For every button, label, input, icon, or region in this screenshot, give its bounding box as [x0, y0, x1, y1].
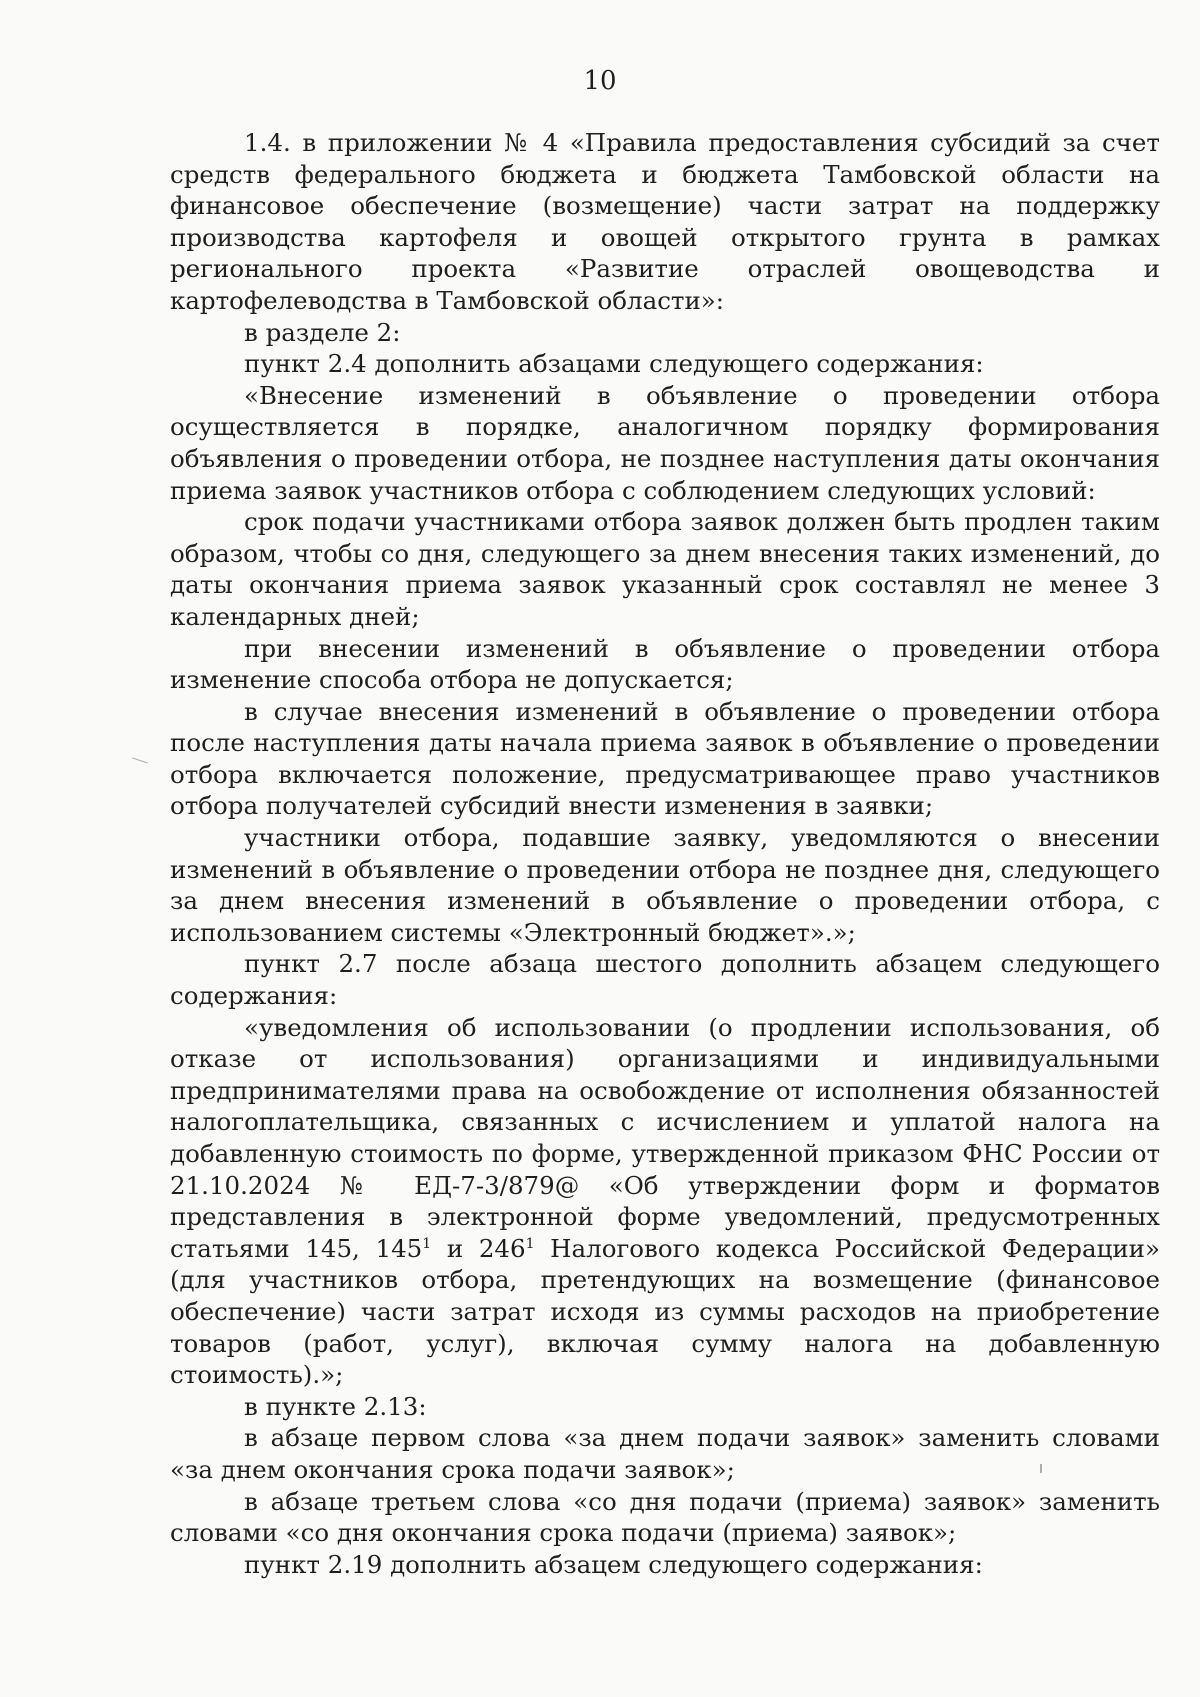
page-number: 10 — [583, 66, 617, 96]
paragraph-deadline-condition: срок подачи участниками отбора заявок должен быть продлен таким образом, чтобы со дня, следующего за днем внесения таких изменений, до даты окончания приема заявок указанный срок составлял не менее 3 календарных дней; — [170, 507, 1160, 631]
paragraph-item-2-4: пункт 2.4 дополнить абзацами следующего содержания: — [244, 349, 984, 379]
paragraph-vat-notice — [170, 1012, 1160, 1391]
paragraph-changes-after-start: в случае внесения изменений в объявление о проведении отбора после наступления даты начала приема заявок в объявление о проведении отбора включается положение, предусматривающее право участников отбора получателей субсидий внести изменения в заявки; — [170, 696, 1160, 821]
paragraph-item-2-7: пункт 2.7 после абзаца шестого дополнить абзацем следующего содержания: — [170, 949, 1160, 1011]
document-body — [170, 127, 1160, 1580]
paragraph-item-2-19: пункт 2.19 дополнить абзацем следующего содержания: — [244, 1549, 983, 1579]
scan-mark-left — [132, 758, 148, 764]
superscript-246: 1 — [525, 1235, 535, 1252]
vat-text-before: «уведомления об использовании (о продлении использования, об отказе от использования) организациями и индивидуальными предпринимателями права на освобождение от исполнения обязанностей налогоплательщика, связанных с исчислением и уплатой налога на добавленную стоимость по форме, утвержденной приказом ФНС России от 21.10.2024 № ЕД-7-3/879@ «Об утверждении форм и форматов представления в электронной форме уведомлений, предусмотренных статьями 145, 145 — [170, 1012, 1160, 1263]
paragraph-section-2: в разделе 2: — [244, 317, 401, 347]
paragraph-1-4: 1.4. в приложении № 4 «Правила предоставления субсидий за счет средств федерального бюджета и бюджета Тамбовской области на финансовое обеспечение (возмещение) части затрат на поддержку производства картофеля и овощей открытого грунта в рамках регионального проекта «Развитие отраслей овощеводства и картофелеводства в Тамбовской области»: — [170, 128, 1160, 315]
vat-text-middle: и 246 — [431, 1233, 526, 1263]
scan-mark-right — [1040, 1464, 1042, 1473]
paragraph-first-abzac: в абзаце первом слова «за днем подачи заявок» заменить словами «за днем окончания срока подачи заявок»; — [170, 1423, 1160, 1484]
paragraph-participants-notice: участники отбора, подавшие заявку, уведомляются о внесении изменений в объявление о проведении отбора не позднее дня, следующего за днем внесения изменений в объявление о проведении отбора, с использованием системы «Электронный бюджет».»; — [170, 823, 1160, 947]
paragraph-third-abzac: в абзаце третьем слова «со дня подачи (приема) заявок» заменить словами «со дня окончания срока подачи (приема) заявок»; — [170, 1486, 1160, 1548]
superscript-145: 1 — [422, 1235, 432, 1252]
paragraph-item-2-13: в пункте 2.13: — [244, 1391, 427, 1421]
vat-text-after: Налогового кодекса Российской Федерации» (для участников отбора, претендующих на возмещение (финансовое обеспечение) части затрат исходя из суммы расходов на приобретение товаров (работ, услуг), включая сумму налога на добавленную стоимость).»; — [170, 1233, 1160, 1390]
paragraph-amendment-intro: «Внесение изменений в объявление о проведении отбора осуществляется в порядке, аналогичном порядку формирования объявления о проведении отбора, не позднее наступления даты окончания приема заявок участников отбора с соблюдением следующих условий: — [170, 380, 1160, 505]
paragraph-method-condition: при внесении изменений в объявление о проведении отбора изменение способа отбора не допускается; — [170, 633, 1160, 695]
